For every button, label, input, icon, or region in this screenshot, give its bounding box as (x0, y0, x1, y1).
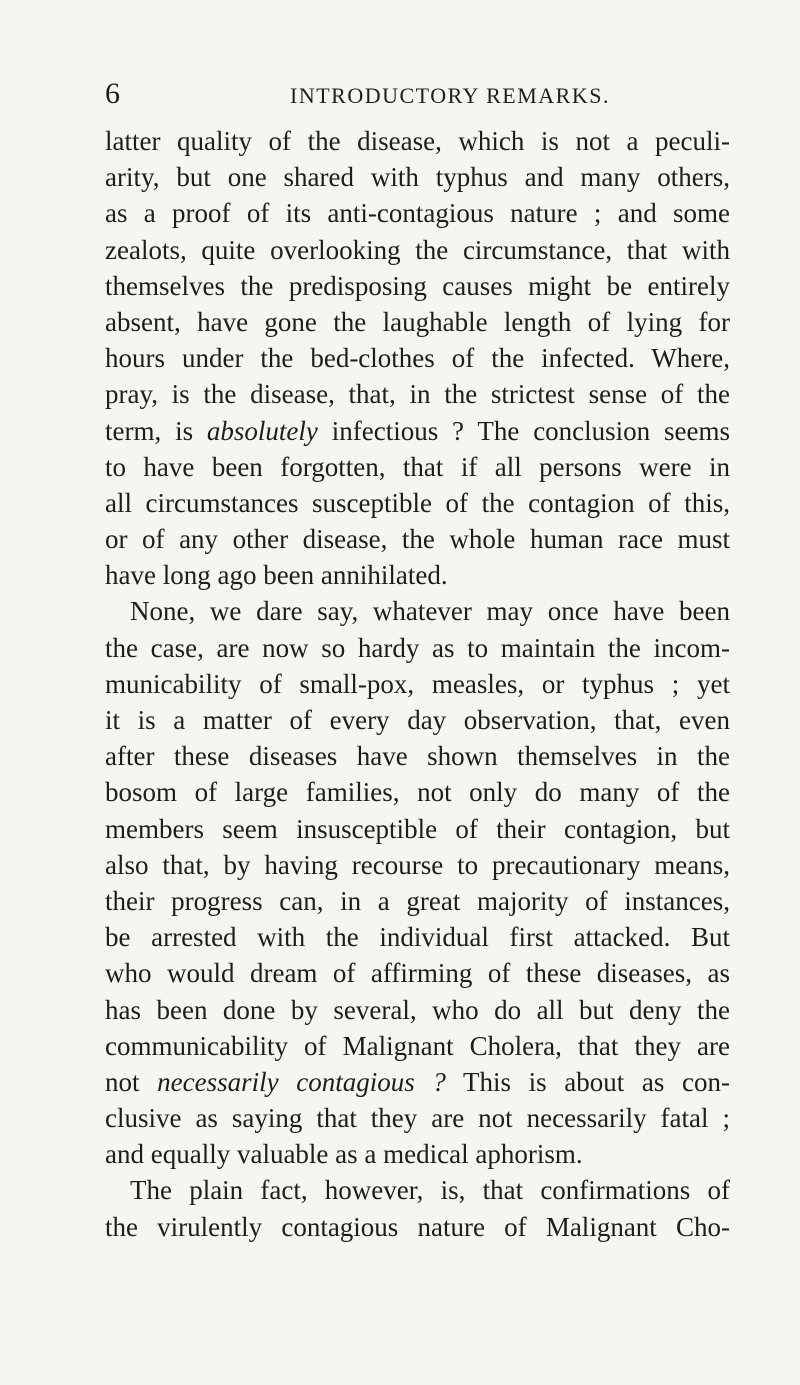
text-line: all circumstances susceptible of the contagion of this, (105, 487, 730, 518)
text-line: communicability of Malignant Cholera, that they are (105, 1030, 730, 1061)
text-line: term, is absolutely infectious ? The conclusion seems (105, 415, 730, 446)
text-line: have long ago been annihilated. (105, 560, 448, 591)
text-line: members seem insusceptible of their contagion, but (105, 813, 730, 844)
body-text (105, 123, 730, 1245)
text-line: to have been forgotten, that if all persons were in (105, 451, 730, 482)
text-line: arity, but one shared with typhus and many others, (105, 162, 730, 193)
text-line: the case, are now so hardy as to maintain the incom- (105, 632, 730, 663)
text-line: absent, have gone the laughable length of lying for (105, 306, 730, 337)
running-head (105, 76, 730, 116)
text-line: not necessarily contagious ? This is about as con- (105, 1066, 730, 1097)
text-line: themselves the predisposing causes might be entirely (105, 270, 730, 301)
italic-emphasis: necessarily contagious ? (157, 1066, 446, 1097)
text-line: municability of small-pox, measles, or typhus ; yet (105, 668, 730, 699)
text-line: after these diseases have shown themselves in the (105, 741, 730, 772)
text-line: also that, by having recourse to precautionary means, (105, 849, 730, 880)
text-line: latter quality of the disease, which is not a peculi- (105, 126, 730, 156)
text-line: their progress can, in a great majority of instances, (105, 885, 730, 916)
text-line: or of any other disease, the whole human race must (105, 524, 730, 555)
text-line: who would dream of affirming of these diseases, as (105, 958, 730, 989)
text-line: zealots, quite overlooking the circumstance, that with (105, 234, 730, 265)
page-number: 6 (105, 77, 120, 110)
paragraph-start-line: The plain fact, however, is, that confirmations of (130, 1175, 730, 1206)
text-line: has been done by several, who do all but deny the (105, 994, 730, 1025)
italic-emphasis: absolutely (206, 415, 318, 446)
text-line: bosom of large families, not only do many of the (105, 777, 730, 808)
text-line: and equally valuable as a medical aphorism. (105, 1139, 583, 1170)
text-line: as a proof of its anti-contagious nature ; and some (105, 198, 730, 229)
text-line: the virulently contagious nature of Malignant Cho- (105, 1211, 730, 1242)
paragraph-start-line: None, we dare say, whatever may once have been (130, 596, 730, 627)
text-line: be arrested with the individual first attacked. But (105, 922, 730, 953)
running-head-title: INTRODUCTORY REMARKS. (290, 83, 610, 108)
text-line: clusive as saying that they are not necessarily fatal ; (105, 1103, 730, 1134)
text-line: it is a matter of every day observation, that, even (105, 705, 730, 735)
text-line: hours under the bed-clothes of the infected. Where, (105, 343, 730, 374)
text-line: pray, is the disease, that, in the strictest sense of the (105, 379, 730, 410)
